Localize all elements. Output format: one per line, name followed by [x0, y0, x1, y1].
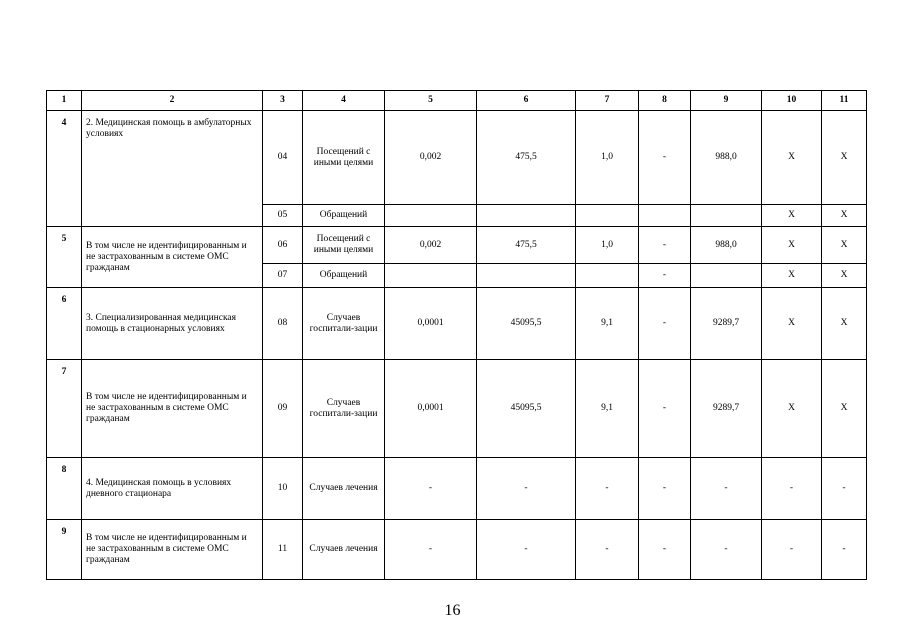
table-cell: 475,5: [477, 227, 576, 264]
table-row: [47, 288, 867, 360]
row-number: 8: [47, 458, 82, 520]
table-cell: X: [822, 264, 867, 288]
table-cell: 0,002: [385, 111, 477, 205]
table-cell: -: [477, 458, 576, 520]
table-row: [47, 227, 867, 264]
table-cell: -: [385, 458, 477, 520]
row-code: 07: [263, 264, 303, 288]
table-cell: -: [639, 458, 691, 520]
header-cell: 2: [82, 91, 263, 111]
table-cell: X: [822, 205, 867, 227]
table-cell: [385, 205, 477, 227]
table-cell: [639, 205, 691, 227]
table-cell: 0,0001: [385, 360, 477, 458]
row-code: 06: [263, 227, 303, 264]
table-cell: [477, 264, 576, 288]
table-cell: -: [691, 520, 762, 580]
header-cell: 3: [263, 91, 303, 111]
table-cell: [691, 205, 762, 227]
table-cell: 45095,5: [477, 360, 576, 458]
table-cell: 475,5: [477, 111, 576, 205]
header-cell: 11: [822, 91, 867, 111]
table-row: [47, 360, 867, 458]
row-description: В том числе не идентифицированным и не застрахованным в системе ОМС гражданам: [82, 360, 263, 458]
table-cell: -: [691, 458, 762, 520]
table-cell: [576, 264, 639, 288]
table-cell: 988,0: [691, 227, 762, 264]
row-code: 10: [263, 458, 303, 520]
header-cell: 7: [576, 91, 639, 111]
table-cell: X: [822, 288, 867, 360]
unit-cell: Посещений с иными целями: [303, 227, 385, 264]
header-row: [47, 91, 867, 111]
table-cell: -: [639, 227, 691, 264]
table-cell: X: [762, 205, 822, 227]
table-cell: [691, 264, 762, 288]
unit-cell: Посещений с иными целями: [303, 111, 385, 205]
row-number: 6: [47, 288, 82, 360]
header-cell: 4: [303, 91, 385, 111]
table-cell: [477, 205, 576, 227]
row-description: 2. Медицинская помощь в амбулаторных условиях: [82, 111, 263, 227]
row-description: 3. Специализированная медицинская помощь в стационарных условиях: [82, 288, 263, 360]
table-cell: 0,002: [385, 227, 477, 264]
row-number: 7: [47, 360, 82, 458]
table-cell: 9289,7: [691, 360, 762, 458]
table-cell: -: [639, 111, 691, 205]
table-cell: -: [639, 360, 691, 458]
row-code: 05: [263, 205, 303, 227]
row-description: В том числе не идентифицированным и не застрахованным в системе ОМС гражданам: [82, 227, 263, 288]
table-cell: -: [639, 264, 691, 288]
table-cell: X: [762, 227, 822, 264]
table-cell: [576, 205, 639, 227]
header-cell: 9: [691, 91, 762, 111]
table-row: [47, 111, 867, 205]
header-cell: 8: [639, 91, 691, 111]
unit-cell: Случаев госпитали-зации: [303, 360, 385, 458]
row-number: 4: [47, 111, 82, 227]
table-cell: X: [762, 111, 822, 205]
table-cell: X: [822, 360, 867, 458]
table-cell: -: [822, 458, 867, 520]
page-number: 16: [444, 602, 461, 619]
table-cell: -: [576, 458, 639, 520]
row-number: 5: [47, 227, 82, 288]
row-description: 4. Медицинская помощь в условиях дневного стационара: [82, 458, 263, 520]
table-cell: 45095,5: [477, 288, 576, 360]
row-code: 09: [263, 360, 303, 458]
table-cell: X: [822, 227, 867, 264]
unit-cell: Обращений: [303, 264, 385, 288]
table-cell: -: [385, 520, 477, 580]
unit-cell: Случаев лечения: [303, 520, 385, 580]
table-cell: 9,1: [576, 360, 639, 458]
table-cell: -: [477, 520, 576, 580]
table-cell: -: [639, 520, 691, 580]
table-cell: X: [762, 264, 822, 288]
row-code: 08: [263, 288, 303, 360]
table-cell: -: [639, 288, 691, 360]
unit-cell: Обращений: [303, 205, 385, 227]
table-cell: -: [762, 520, 822, 580]
table-cell: 988,0: [691, 111, 762, 205]
table-cell: 9289,7: [691, 288, 762, 360]
table-cell: 9,1: [576, 288, 639, 360]
table-cell: 0,0001: [385, 288, 477, 360]
table-cell: X: [762, 288, 822, 360]
row-code: 11: [263, 520, 303, 580]
table-cell: [385, 264, 477, 288]
unit-cell: Случаев лечения: [303, 458, 385, 520]
row-code: 04: [263, 111, 303, 205]
table-cell: 1,0: [576, 111, 639, 205]
data-table: [46, 90, 867, 580]
header-cell: 1: [47, 91, 82, 111]
header-cell: 10: [762, 91, 822, 111]
table-cell: -: [762, 458, 822, 520]
table-row: [47, 458, 867, 520]
header-cell: 6: [477, 91, 576, 111]
table-cell: X: [762, 360, 822, 458]
row-description: В том числе не идентифицированным и не застрахованным в системе ОМС гражданам: [82, 520, 263, 580]
table-row: [47, 520, 867, 580]
unit-cell: Случаев госпитали-зации: [303, 288, 385, 360]
table-cell: X: [822, 111, 867, 205]
row-number: 9: [47, 520, 82, 580]
table-cell: -: [822, 520, 867, 580]
header-cell: 5: [385, 91, 477, 111]
table-cell: 1,0: [576, 227, 639, 264]
table-cell: -: [576, 520, 639, 580]
